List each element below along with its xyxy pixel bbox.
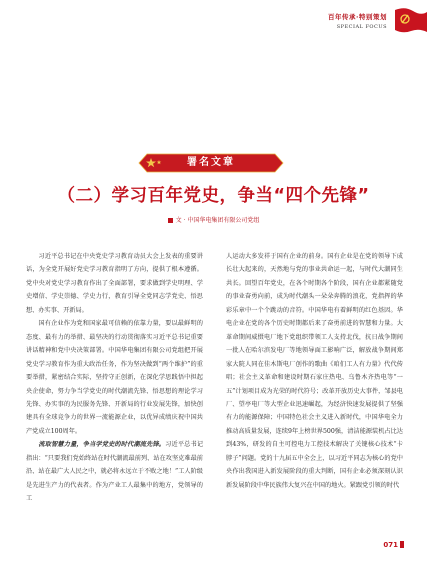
- paragraph-lead: 流取智慧力量，争当学党史的时代潮流先锋。: [38, 441, 166, 449]
- article-byline: [0, 215, 427, 224]
- section-header: [328, 12, 387, 30]
- article-type-badge: [137, 152, 285, 174]
- left-column: [26, 250, 203, 506]
- page-number-text: 071: [383, 541, 398, 549]
- byline-text: 文 · 中国华电集团有限公司党组: [175, 217, 260, 224]
- party-flag-icon: [393, 6, 427, 34]
- byline-square-icon: [168, 218, 173, 223]
- page-marker-icon: [400, 541, 404, 548]
- page-number: [383, 541, 404, 549]
- paragraph: 国有企业作为党和国家最可信赖的依靠力量，要以最鲜明的态度、最有力的举措、最坚决的行动贯彻落实习近平总书记重要讲话精神和党中央决策部署。中国华电集团有限公司党组把开展党史学习教育作为重大政治任务，作为坚决做到“两个维护”的重要举措，紧密结合实际，坚持守正创新，在深化学思践悟中担起央企使命，努力争当学党史的时代潮流先锋、悟思想的理论学习先锋、办实事的为民服务先锋、开新局的行业发展先锋，加快创建具有全球竞争力的世界一流能源企业，以优异成绩庆祝中国共产党成立100周年。: [26, 320, 203, 435]
- paragraph-text: 习近平总书记指出：“只要我们党始终站在时代潮流最前列、站在攻坚克难最前沿、站在最广大人民之中，就必将永远立于不败之地！”工人阶级是先进生产力的代表者。作为产业工人最集中的地方，党领导的工: [26, 441, 204, 503]
- paragraph: 人运动大多发祥于国有企业的前身。国有企业是在党的领导下成长壮大起来的，天然地与党的事业共命运一起，与时代大潮同生共长。回望百年党史，在各个时期各个阶段，国有企业都紧随党的事业奋勇向前，成为时代潮头一朵朵奔腾的浪花，党指挥的华彩乐章中一个个跳动的音符。中国华电有着鲜明的红色基因。华电企业在党的各个历史时期都后来了奋勇前进的智慧和力量。大革命期间威慑电厂地下党组织带领工人支持北伐，抗日战争期间一批人在哈尔滨发电厂等地领导面工影响广泛，解放战争期间郑家大院人同在佳木斯电厂创作的歌曲《咱们工人有力量》代代传唱；社会主义革命和建设时期石家庄热电、乌鲁木齐热电等“一五”计划项目成为光荣的时代符号；改革开放历史大事件，邹县电厂、望亭电厂等大型企业迅速崛起，为经济快速发展提供了坚强有力的能源保障；中国特色社会主义进入新时代，中国华电全力推动高质量发展，连续9年上榜世界500强，清洁能源装机占比达到43%，研发的自主可控电力工控技术解决了关键核心技术“卡脖子”问题。党的十九届五中全会上，以习近平同志为核心的党中央作出我国进入新发展阶段的重大判断，国有企业必须深刻认识新发展阶段中华民族伟大复兴在中国的地火。紧跟党引领的时代: [226, 253, 403, 489]
- paragraph: [26, 438, 203, 505]
- badge-label: 署名文章: [187, 157, 235, 168]
- section-title-cn: 百年传承·特别策划: [328, 13, 387, 21]
- section-title-en: SPECIAL FOCUS: [336, 24, 387, 30]
- article-title: （二）学习百年党史，争当“四个先锋”: [57, 186, 370, 206]
- right-column: [226, 250, 403, 492]
- paragraph: 习近平总书记在中央党史学习教育动员大会上发表的重要讲话，为全党开展好党史学习教育指明了方向，提供了根本遵循。党中央对党史学习教育作出了全面部署，要求做到学史明理、学史增信、学史崇德、学史力行，教育引导全党同志学党史、悟思想、办实事、开新局。: [26, 253, 203, 314]
